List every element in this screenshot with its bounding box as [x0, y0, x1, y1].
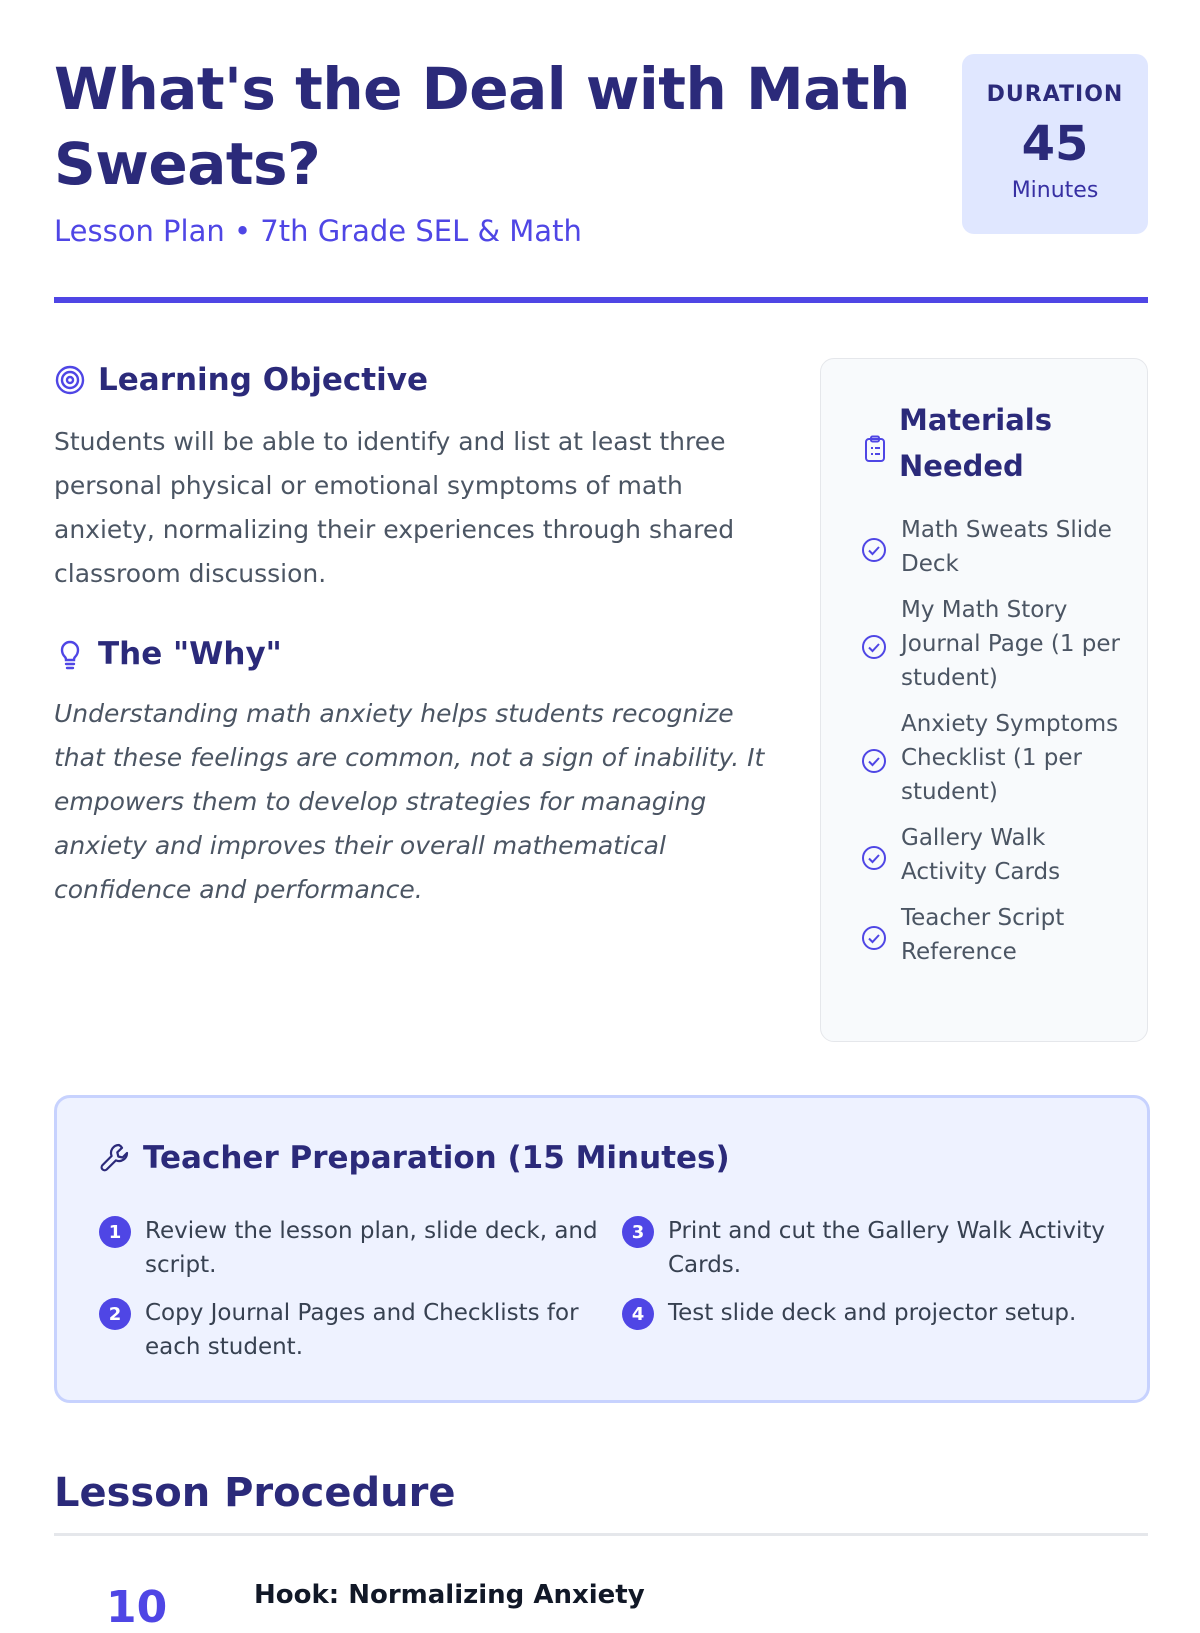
list-item: [622, 1214, 1109, 1282]
step-title: Hook: Normalizing Anxiety: [254, 1580, 645, 1610]
list-item: [99, 1214, 622, 1282]
material-label: Math Sweats Slide Deck: [901, 517, 1112, 577]
prep-step-text: Test slide deck and projector setup.: [668, 1300, 1077, 1326]
prep-step-text: Print and cut the Gallery Walk Activity Cards.: [668, 1218, 1106, 1278]
check-circle-icon: [861, 712, 887, 809]
list-item: [861, 901, 1131, 969]
list-item: [622, 1296, 1109, 1364]
why-heading-row: [54, 636, 282, 672]
prep-step-text: Review the lesson plan, slide deck, and script.: [145, 1218, 598, 1278]
why-heading: The "Why": [98, 636, 282, 672]
why-text: Understanding math anxiety helps students recognize that these feelings are common, not a sign of inability. It empowers them to develop strategies for managing anxiety and improves their overall mathematical confidence and performance.: [54, 699, 765, 904]
target-icon: [54, 364, 86, 396]
material-label: My Math Story Journal Page (1 per student): [901, 597, 1120, 691]
materials-heading: Materials Needed: [899, 403, 1052, 483]
objective-heading-row: [54, 362, 428, 398]
duration-card: [962, 54, 1148, 234]
page-subtitle: Lesson Plan • 7th Grade SEL & Math: [54, 214, 582, 248]
material-label: Anxiety Symptoms Checklist (1 per student): [901, 711, 1119, 805]
check-circle-icon: [861, 826, 887, 889]
procedure-divider: [54, 1533, 1148, 1536]
clipboard-icon: [863, 435, 887, 463]
prep-heading: Teacher Preparation (15 Minutes): [143, 1140, 730, 1176]
step-number-badge: 1: [99, 1216, 131, 1248]
page-title: What's the Deal with Math Sweats?: [54, 55, 910, 198]
list-item: [99, 1296, 622, 1364]
list-item: [861, 513, 1131, 581]
step-number-badge: 4: [622, 1298, 654, 1330]
material-label: Gallery Walk Activity Cards: [901, 825, 1061, 885]
list-item: [861, 821, 1131, 889]
duration-value: 45: [1021, 116, 1089, 172]
header-divider: [54, 297, 1148, 303]
material-label: Teacher Script Reference: [901, 905, 1065, 965]
duration-unit: Minutes: [1011, 178, 1099, 203]
teacher-prep-card: [54, 1095, 1150, 1403]
check-circle-icon: [861, 518, 887, 581]
list-item: [861, 707, 1131, 809]
check-circle-icon: [861, 598, 887, 695]
prep-steps: [99, 1214, 1109, 1364]
objective-text: Students will be able to identify and list at least three personal physical or emotional symptoms of math anxiety, normalizing their experiences through shared classroom discussion.: [54, 427, 735, 588]
step-number-badge: 3: [622, 1216, 654, 1248]
step-number-badge: 2: [99, 1298, 131, 1330]
duration-label: DURATION: [986, 82, 1124, 107]
lightbulb-icon: [54, 638, 86, 670]
materials-list: [861, 513, 1131, 981]
procedure-heading: Lesson Procedure: [54, 1470, 456, 1516]
list-item: [861, 593, 1131, 695]
materials-card: [820, 358, 1148, 1042]
check-circle-icon: [861, 906, 887, 969]
prep-step-text: Copy Journal Pages and Checklists for each student.: [145, 1300, 579, 1360]
prep-heading-row: [99, 1140, 730, 1176]
wrench-icon: [99, 1142, 131, 1174]
objective-heading: Learning Objective: [98, 362, 428, 398]
step-minutes: 10: [106, 1582, 168, 1633]
